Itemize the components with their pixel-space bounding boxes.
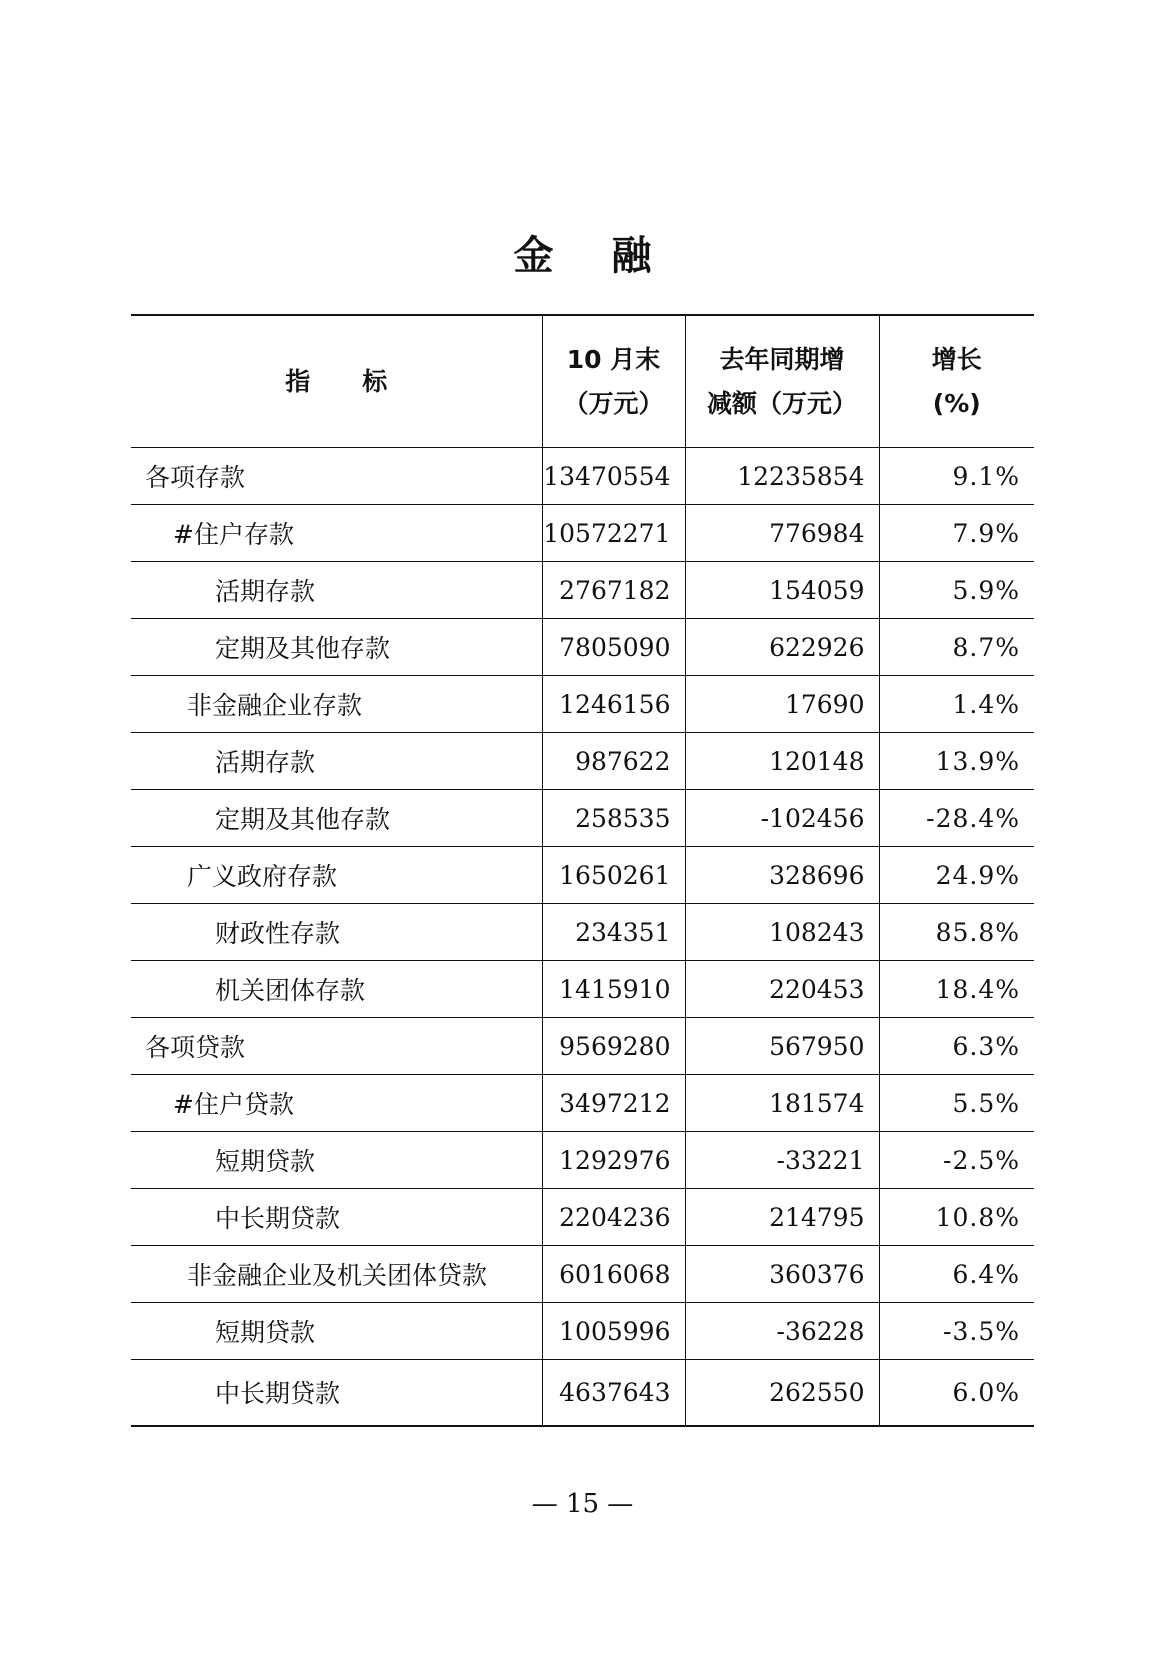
table-row [131, 448, 1034, 505]
row-growth: 13.9% [879, 733, 1034, 790]
header-line: 10 月末 [566, 344, 661, 374]
row-yoy-change: 360376 [685, 1246, 879, 1303]
row-growth: 6.0% [879, 1360, 1034, 1426]
row-label: 中长期贷款 [215, 1379, 341, 1409]
row-end-october: 1650261 [542, 847, 685, 904]
row-growth: 5.5% [879, 1075, 1034, 1132]
row-label: 非金融企业及机关团体贷款 [187, 1261, 488, 1290]
row-label: 各项存款 [145, 463, 246, 492]
row-yoy-change: 567950 [685, 1018, 879, 1075]
row-end-october: 1005996 [542, 1303, 685, 1360]
row-label: 财政性存款 [215, 919, 341, 948]
row-yoy-change: 262550 [685, 1360, 879, 1426]
row-growth: 8.7% [879, 619, 1034, 676]
header-line: 减额（万元） [706, 388, 857, 418]
row-yoy-change: 214795 [685, 1189, 879, 1246]
row-end-october: 7805090 [542, 619, 685, 676]
table-row [131, 847, 1034, 904]
row-label: 定期及其他存款 [215, 634, 391, 663]
header-yoy-change [685, 315, 879, 448]
row-growth: 85.8% [879, 904, 1034, 961]
row-label: 活期存款 [215, 577, 316, 606]
row-growth: 5.9% [879, 562, 1034, 619]
row-growth: 18.4% [879, 961, 1034, 1018]
row-yoy-change: 622926 [685, 619, 879, 676]
header-row [131, 315, 1034, 448]
table-row [131, 562, 1034, 619]
row-end-october: 9569280 [542, 1018, 685, 1075]
table-row [131, 1018, 1034, 1075]
row-yoy-change: 181574 [685, 1075, 879, 1132]
table-row [131, 505, 1034, 562]
row-end-october: 2767182 [542, 562, 685, 619]
row-yoy-change: 776984 [685, 505, 879, 562]
table-row [131, 676, 1034, 733]
page-number: — 15 — [531, 1489, 634, 1519]
row-growth: 9.1% [879, 448, 1034, 505]
row-growth: 1.4% [879, 676, 1034, 733]
table-body [131, 448, 1034, 1426]
row-label: #住户存款 [173, 520, 294, 549]
row-growth: -3.5% [879, 1303, 1034, 1360]
header-line: (%) [932, 388, 981, 418]
row-yoy-change: -36228 [685, 1303, 879, 1360]
table-row [131, 733, 1034, 790]
row-label: 各项贷款 [145, 1033, 246, 1062]
header-end-october [542, 315, 685, 448]
row-label: #住户贷款 [173, 1090, 294, 1119]
row-yoy-change: 154059 [685, 562, 879, 619]
row-yoy-change: -102456 [685, 790, 879, 847]
row-yoy-change: 328696 [685, 847, 879, 904]
header-line: 增长 [931, 344, 982, 374]
header-line: 去年同期增 [719, 344, 845, 374]
header-line: 指标 [285, 366, 440, 396]
row-end-october: 1246156 [542, 676, 685, 733]
table-row [131, 904, 1034, 961]
header-growth [879, 315, 1034, 448]
row-growth: 7.9% [879, 505, 1034, 562]
header-indicator [131, 315, 542, 448]
finance-table [131, 314, 1034, 1427]
row-yoy-change: 120148 [685, 733, 879, 790]
row-yoy-change: -33221 [685, 1132, 879, 1189]
row-growth: 6.3% [879, 1018, 1034, 1075]
row-yoy-change: 17690 [685, 676, 879, 733]
table-row [131, 619, 1034, 676]
row-end-october: 234351 [542, 904, 685, 961]
row-label: 活期存款 [215, 748, 316, 777]
row-growth: 24.9% [879, 847, 1034, 904]
table-header [131, 315, 1034, 448]
row-end-october: 258535 [542, 790, 685, 847]
table-row [131, 1132, 1034, 1189]
table-row [131, 1189, 1034, 1246]
row-end-october: 10572271 [542, 505, 685, 562]
page-title: 金融 [513, 233, 710, 279]
row-end-october: 13470554 [542, 448, 685, 505]
row-label: 广义政府存款 [187, 862, 338, 891]
row-end-october: 3497212 [542, 1075, 685, 1132]
row-end-october: 6016068 [542, 1246, 685, 1303]
row-yoy-change: 220453 [685, 961, 879, 1018]
header-line: （万元） [563, 388, 664, 418]
row-label: 中长期贷款 [215, 1204, 341, 1233]
row-growth: -2.5% [879, 1132, 1034, 1189]
row-growth: 6.4% [879, 1246, 1034, 1303]
table-row [131, 961, 1034, 1018]
row-yoy-change: 108243 [685, 904, 879, 961]
row-label: 定期及其他存款 [215, 805, 391, 834]
table-row [131, 1075, 1034, 1132]
row-label: 短期贷款 [215, 1147, 316, 1176]
table-row [131, 1303, 1034, 1360]
row-growth: -28.4% [879, 790, 1034, 847]
table-row [131, 790, 1034, 847]
row-end-october: 1415910 [542, 961, 685, 1018]
table-row [131, 1360, 1034, 1426]
row-end-october: 987622 [542, 733, 685, 790]
row-end-october: 4637643 [542, 1360, 685, 1426]
row-growth: 10.8% [879, 1189, 1034, 1246]
row-label: 短期贷款 [215, 1318, 316, 1347]
row-label: 非金融企业存款 [187, 691, 363, 720]
row-label: 机关团体存款 [215, 976, 366, 1005]
row-end-october: 2204236 [542, 1189, 685, 1246]
row-end-october: 1292976 [542, 1132, 685, 1189]
row-yoy-change: 12235854 [685, 448, 879, 505]
table-row [131, 1246, 1034, 1303]
